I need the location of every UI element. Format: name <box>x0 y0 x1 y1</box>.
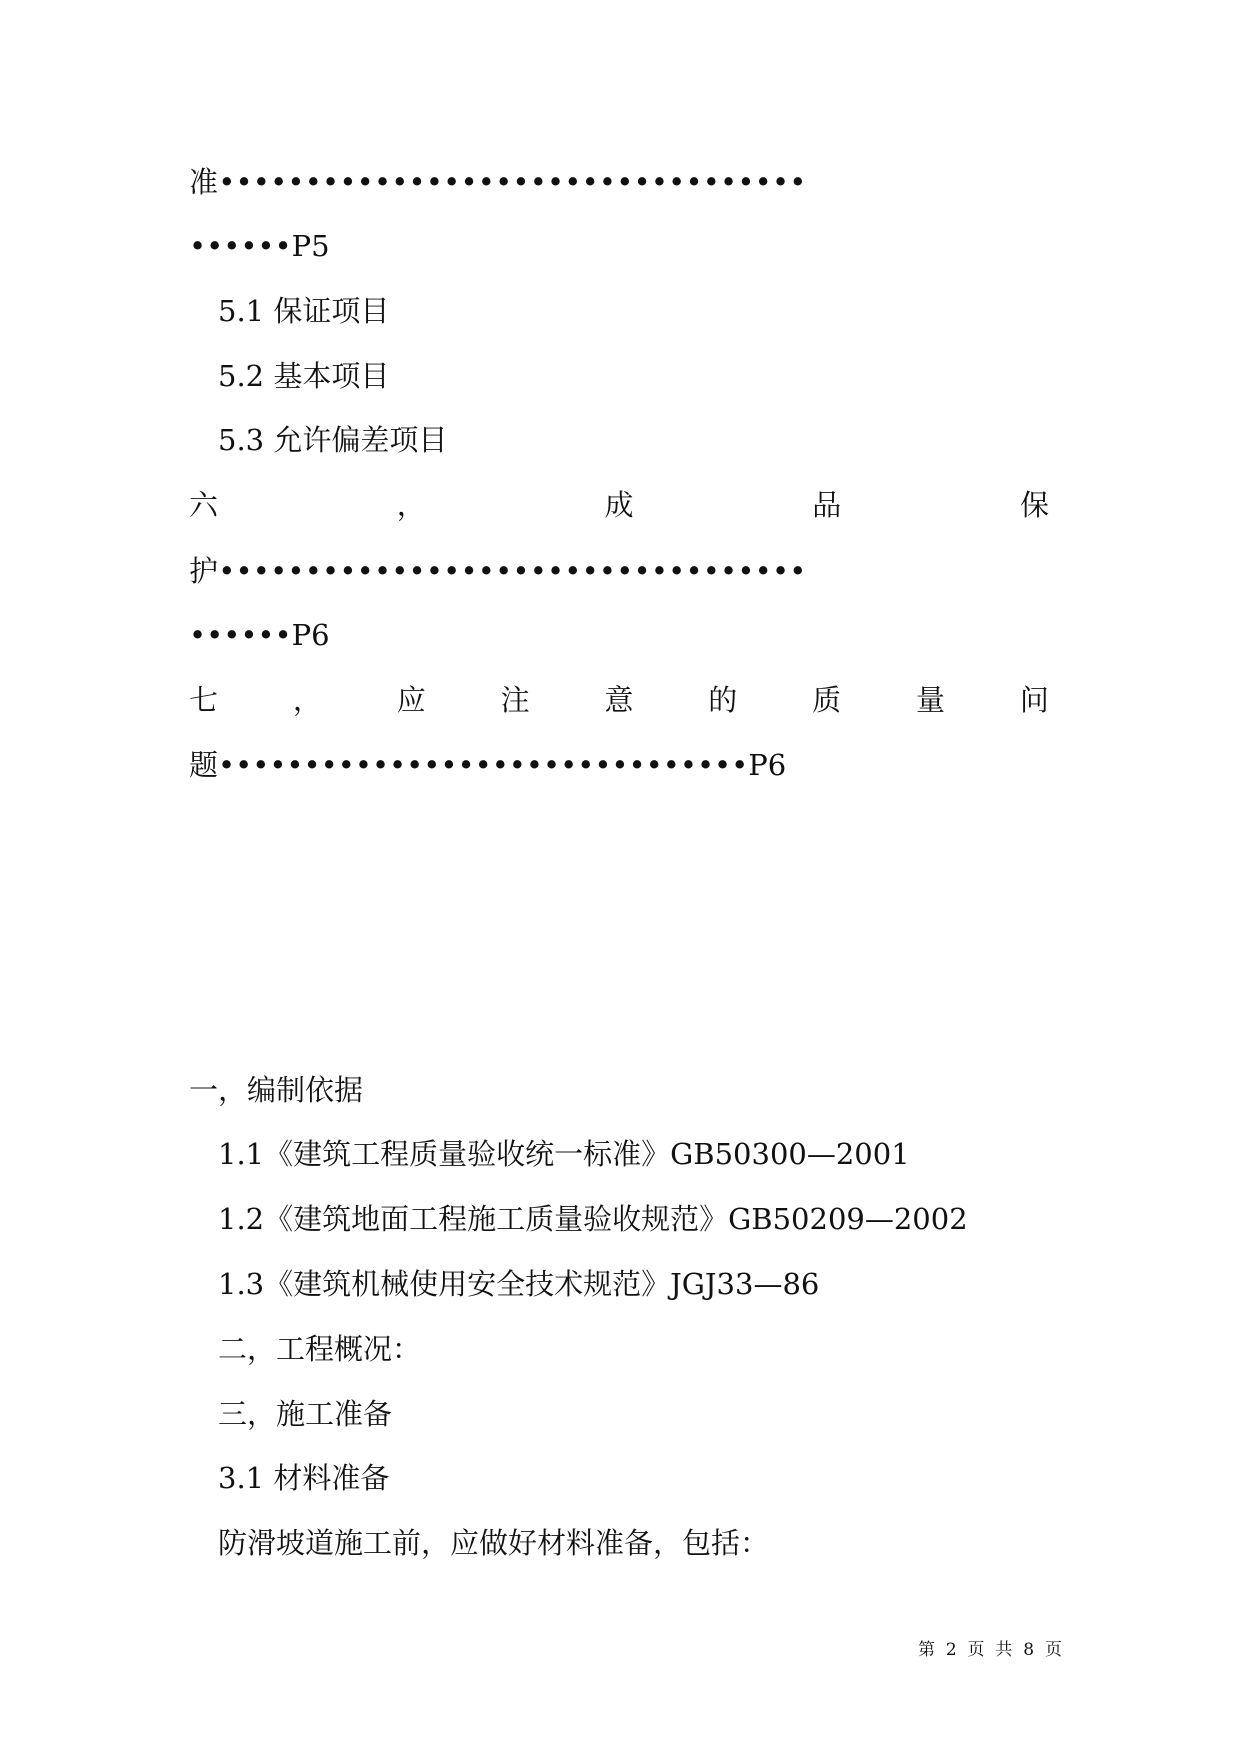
section1-title: 一，编制依据 <box>189 1073 364 1107</box>
toc-item6-page: ••••••P6 <box>189 618 330 652</box>
reference-item: 1.3《建筑机械使用安全技术规范》JGJ33—86 <box>218 1267 820 1301</box>
toc-item6-char: 成 <box>604 488 634 522</box>
toc-item6-dots: 护•••••••••••••••••••••••••••••••••• <box>189 554 807 588</box>
footer-part: 页 <box>1044 1640 1062 1660</box>
toc-item6-char: 保 <box>1019 488 1049 522</box>
footer-part: 页 <box>967 1640 985 1660</box>
toc-item5-line2: ••••••P5 <box>189 229 330 263</box>
toc-item7-page: 题•••••••••••••••••••••••••••••••P6 <box>189 748 787 782</box>
reference-item: 1.2《建筑地面工程施工质量验收规范》GB50209—2002 <box>218 1202 968 1236</box>
toc-item7-char: 意 <box>604 683 634 717</box>
toc-subitem-5-3: 5.3 允许偏差项目 <box>218 423 448 457</box>
toc-item7-char: 问 <box>1019 683 1049 717</box>
footer-total-pages: 8 <box>1023 1640 1035 1660</box>
toc-item6-char: 六 <box>189 488 219 522</box>
reference-item: 1.1《建筑工程质量验收统一标准》GB50300—2001 <box>218 1137 910 1171</box>
toc-item7-char: 应 <box>396 683 426 717</box>
toc-item7-char: ， <box>292 683 322 717</box>
toc-item5-line1: 准•••••••••••••••••••••••••••••••••• <box>189 165 807 199</box>
section3-1-title: 3.1 材料准备 <box>218 1461 390 1495</box>
toc-item7-char: 注 <box>500 683 530 717</box>
toc-item6-heading <box>189 485 1049 525</box>
toc-item7-char: 量 <box>916 683 946 717</box>
footer-part: 第 <box>918 1640 935 1660</box>
toc-item7-char: 的 <box>708 683 738 717</box>
toc-subitem-5-2: 5.2 基本项目 <box>218 359 390 393</box>
toc-item7-char: 七 <box>189 683 219 717</box>
toc-item7-char: 质 <box>812 683 842 717</box>
section2-title: 二，工程概况： <box>218 1332 422 1366</box>
toc-item6-char: 品 <box>812 488 842 522</box>
section3-1-text: 防滑坡道施工前，应做好材料准备，包括： <box>218 1526 770 1560</box>
page-footer <box>918 1638 1062 1662</box>
section3-title: 三，施工准备 <box>218 1397 393 1431</box>
toc-item7-heading <box>189 680 1049 720</box>
footer-part: 共 <box>995 1640 1013 1660</box>
toc-subitem-5-1: 5.1 保证项目 <box>218 294 390 328</box>
toc-item6-char: ， <box>396 488 426 522</box>
footer-current-page: 2 <box>945 1640 957 1660</box>
